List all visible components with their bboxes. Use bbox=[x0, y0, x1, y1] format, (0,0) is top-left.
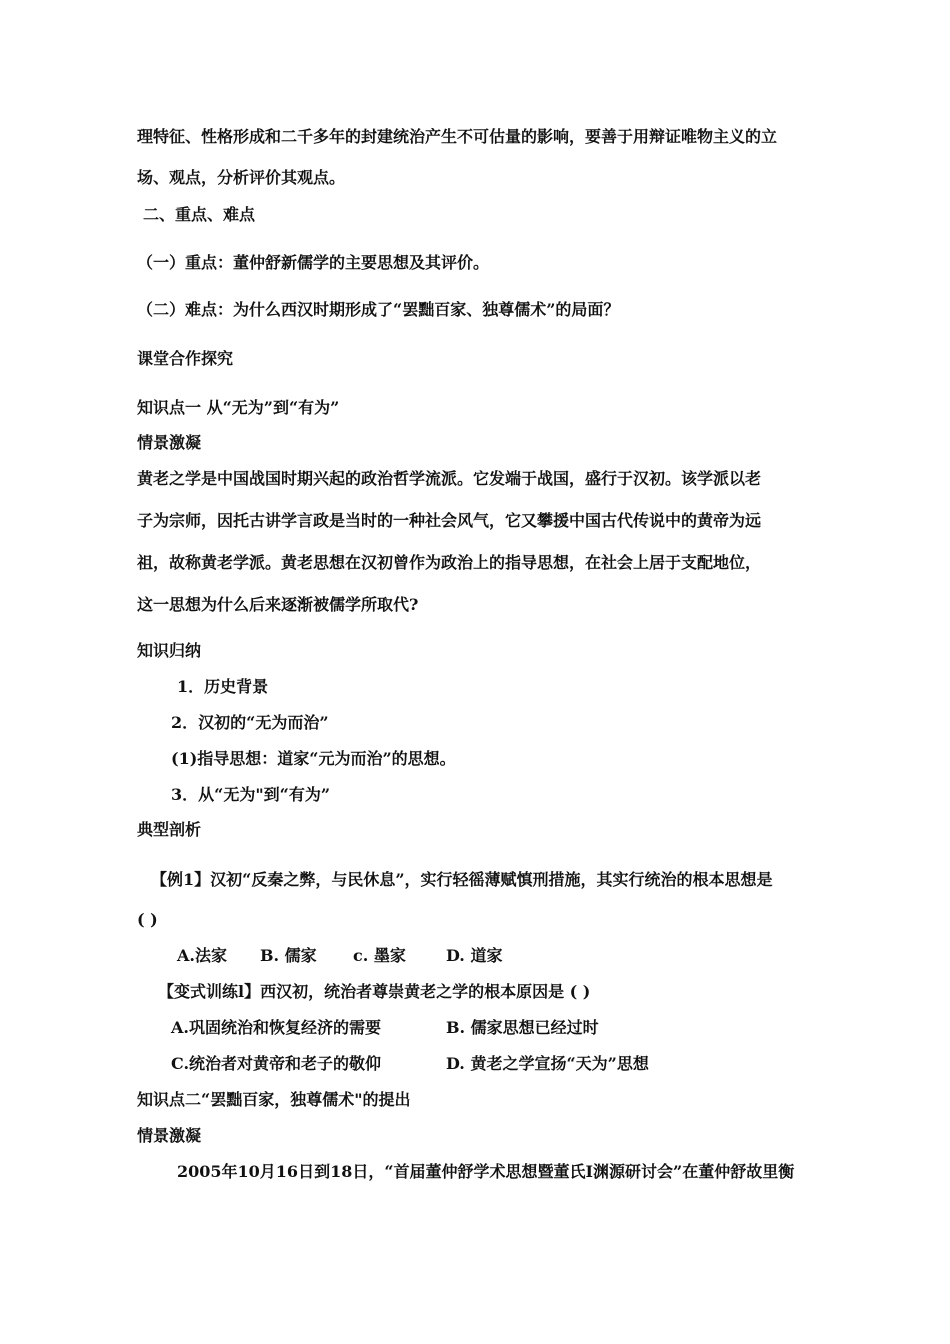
kp1-summary-item-2: 2．汉初的“无为而治” bbox=[171, 713, 329, 732]
kp1-heading: 知识点一 从“无为”到“有为” bbox=[137, 398, 340, 417]
kp1-scenario-heading: 情景激凝 bbox=[137, 433, 202, 452]
kp1-analysis-heading: 典型剖析 bbox=[137, 820, 202, 839]
example1-option-d: D. 道家 bbox=[446, 946, 503, 965]
classroom-heading: 课堂合作探究 bbox=[137, 349, 234, 368]
example1-option-b: B. 儒家 bbox=[260, 946, 317, 965]
kp1-summary-item-4: 3．从“无为"到“有为” bbox=[171, 785, 331, 804]
key-point: （一）重点：董仲舒新儒学的主要思想及其评价。 bbox=[137, 253, 490, 272]
kp2-scenario-line-1: 2005年10月16日到18日，“首届董仲舒学术思想暨董氏I渊源研讨会”在董仲舒故里衡 bbox=[177, 1162, 795, 1181]
section-heading-key-difficult: 二、重点、难点 bbox=[143, 205, 256, 224]
kp1-summary-item-3: (1)指导思想：道家“元为而治”的思想。 bbox=[171, 749, 456, 768]
intro-line-2: 场、观点，分析评价其观点。 bbox=[137, 168, 346, 187]
variant1-option-b: B. 儒家思想已经过时 bbox=[446, 1018, 599, 1037]
variant1-question: 【变式训练l】西汉初，统治者尊崇黄老之学的根本原因是 ( ) bbox=[158, 982, 591, 1001]
difficult-point: （二）难点：为什么西汉时期形成了“罢黜百家、独尊儒术”的局面？ bbox=[137, 300, 620, 319]
kp2-scenario-heading: 情景激凝 bbox=[137, 1126, 202, 1145]
kp1-summary-item-1: 1．历史背景 bbox=[177, 677, 269, 696]
kp1-scenario-line-2: 子为宗师，因托古讲学言政是当时的一种社会风气，它又攀援中国古代传说中的黄帝为远 bbox=[137, 511, 762, 530]
intro-line-1: 理特征、性格形成和二千多年的封建统治产生不可估量的影响，要善于用辩证唯物主义的立 bbox=[137, 127, 778, 146]
example1-option-a: A.法家 bbox=[177, 946, 227, 965]
variant1-option-d: D. 黄老之学宣扬“天为”思想 bbox=[446, 1054, 649, 1073]
variant1-option-c: C.统治者对黄帝和老子的敬仰 bbox=[171, 1054, 382, 1073]
example1-question-line-1: 【例1】汉初“反秦之弊，与民休息”，实行轻徭薄赋慎刑措施，其实行统治的根本思想是 bbox=[151, 870, 773, 889]
kp1-scenario-line-4: 这一思想为什么后来逐渐被儒学所取代? bbox=[137, 595, 419, 614]
kp1-summary-heading: 知识归纳 bbox=[137, 641, 202, 660]
kp1-scenario-line-3: 祖，故称黄老学派。黄老思想在汉初曾作为政治上的指导思想，在社会上居于支配地位， bbox=[137, 553, 762, 572]
kp2-heading: 知识点二“罢黜百家，独尊儒术"的提出 bbox=[137, 1090, 411, 1109]
example1-option-c: c. 墨家 bbox=[353, 946, 406, 965]
kp1-scenario-line-1: 黄老之学是中国战国时期兴起的政治哲学流派。它发端于战国，盛行于汉初。该学派以老 bbox=[137, 469, 762, 488]
example1-question-line-2: ( ) bbox=[137, 910, 158, 929]
variant1-option-a: A.巩固统治和恢复经济的需要 bbox=[171, 1018, 381, 1037]
